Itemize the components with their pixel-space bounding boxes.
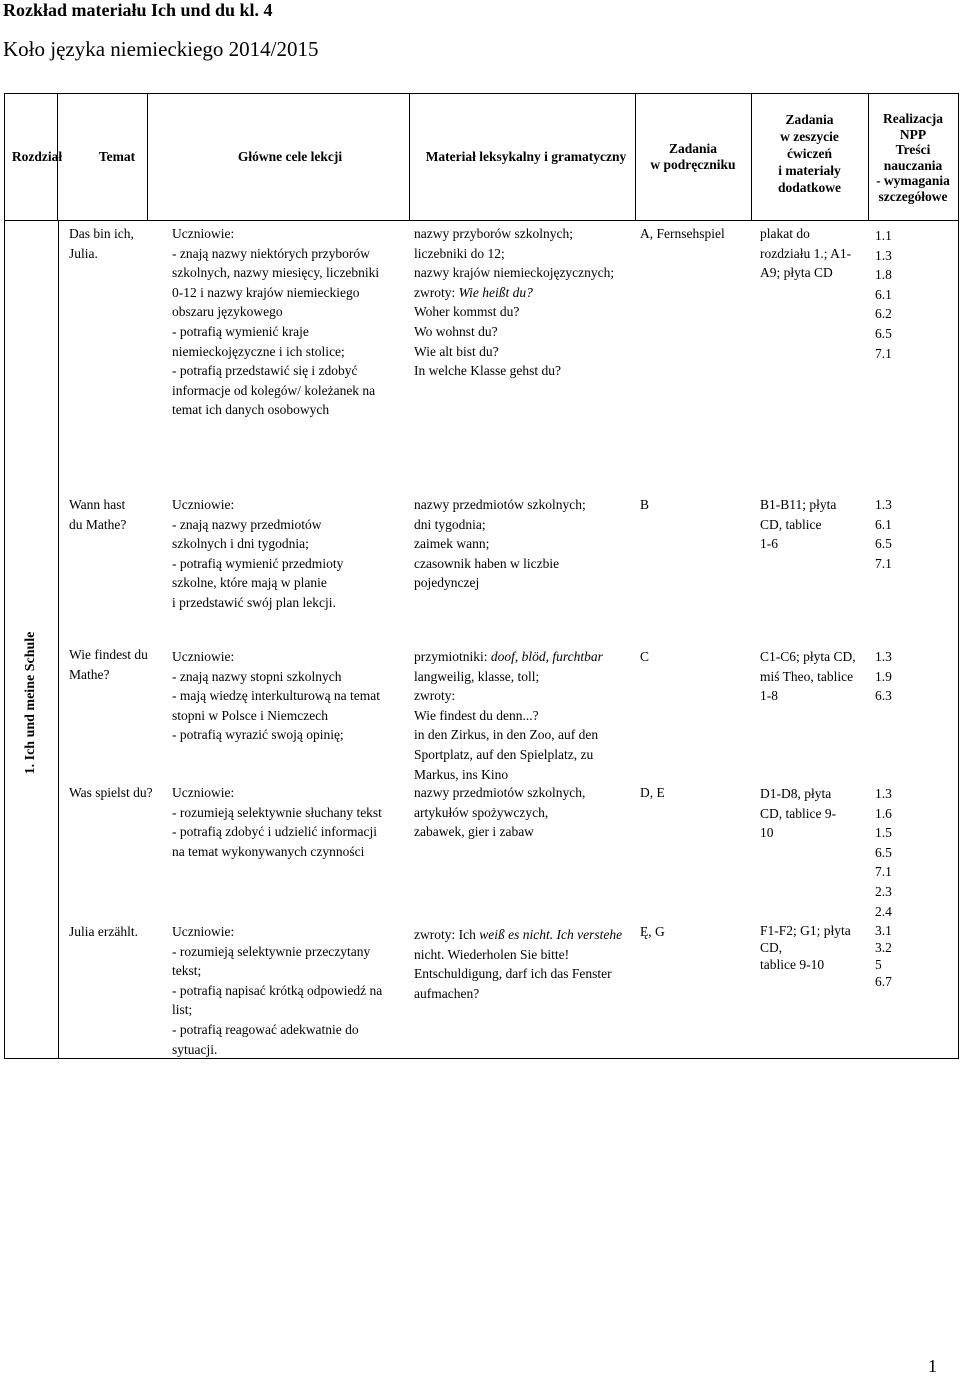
- italic-phrase: weiß es nicht. Ich verstehe: [479, 927, 623, 942]
- text-line: rozdziału 1.; A1-: [760, 245, 852, 261]
- text-line: D1-D8, płyta: [760, 786, 832, 801]
- text-line: Mathe?: [69, 666, 110, 682]
- text-line: langweilig, klasse, toll;: [414, 668, 540, 684]
- text-line: zwroty:: [414, 688, 456, 704]
- text-line: [414, 283, 614, 303]
- text-line: 10: [760, 825, 774, 841]
- text-line: Uczniowie:: [172, 497, 235, 512]
- text-line: [414, 647, 603, 667]
- text-line: 7.1: [875, 555, 892, 571]
- text-line: szkolnych, nazwy miesięcy, liczebniki: [172, 265, 380, 281]
- row3-realizacja: [875, 647, 892, 706]
- text-line: czasownik haben w liczbie: [414, 555, 560, 571]
- text-line: Wo wohnst du?: [414, 323, 498, 339]
- row1-material: [414, 224, 614, 381]
- text-line: 3.1: [875, 923, 892, 938]
- text-line: du Mathe?: [69, 516, 127, 532]
- text-line: artykułów spożywczych,: [414, 804, 549, 820]
- text-line: nazwy krajów niemieckojęzycznych;: [414, 265, 615, 281]
- row2-material: [414, 495, 586, 593]
- text-line: niemieckojęzyczne i ich stolice;: [172, 343, 345, 359]
- text-line: - potrafią wymienić kraje: [172, 323, 309, 339]
- text-line: Wie findest du denn...?: [414, 707, 539, 723]
- text-line: zabawek, gier i zabaw: [414, 824, 534, 840]
- text-line: 1.3: [875, 649, 892, 664]
- text-line: - potrafią wyrazić swoją opinię;: [172, 727, 344, 743]
- text-line: na temat wykonywanych czynności: [172, 843, 365, 859]
- row5-cele: [172, 922, 382, 1059]
- text-line: pojedynczej: [414, 575, 480, 591]
- row1-podrecznik: A, Fernsehspiel: [640, 226, 725, 241]
- text-line: nicht. Wiederholen Sie bitte!: [414, 946, 570, 962]
- row2-realizacja: [875, 495, 892, 573]
- text-fragment: zwroty:: [414, 284, 459, 300]
- text-line: plakat do: [760, 226, 810, 241]
- header-line: - wymagania: [876, 173, 950, 188]
- row1-temat: [69, 224, 134, 263]
- text-line: 6.5: [875, 325, 892, 341]
- text-line: 2.4: [875, 903, 892, 919]
- text-line: 6.5: [875, 844, 892, 860]
- text-line: 1.8: [875, 267, 892, 283]
- row3-podrecznik: C: [640, 649, 650, 664]
- header-zadania-zeszyt: [751, 111, 868, 196]
- text-line: 1.5: [875, 825, 892, 841]
- table-bottom-border: [4, 1058, 959, 1059]
- row5-zeszyt: [760, 922, 851, 973]
- text-line: nazwy przedmiotów szkolnych,: [414, 785, 586, 800]
- text-line: Uczniowie:: [172, 785, 235, 800]
- header-line: Treści: [895, 142, 931, 157]
- text-line: tekst;: [172, 963, 202, 979]
- text-line: tablice 9-10: [760, 957, 825, 972]
- text-line: - znają nazwy przedmiotów: [172, 516, 322, 532]
- text-line: - rozumieją selektywnie słuchany tekst: [172, 804, 382, 820]
- header-temat: Temat: [98, 149, 136, 164]
- text-line: nazwy przedmiotów szkolnych;: [414, 497, 586, 512]
- row2-zeszyt: [760, 495, 836, 554]
- text-line: stopni w Polsce i Niemczech: [172, 707, 328, 723]
- text-line: 6.5: [875, 536, 892, 552]
- text-line: - potrafią napisać krótką odpowiedź na: [172, 982, 383, 998]
- document-subtitle: Koło języka niemieckiego 2014/2015: [3, 37, 319, 61]
- chapter-label-text: 1. Ich und meine Schule: [22, 631, 38, 775]
- header-line: Realizacja: [883, 111, 943, 126]
- document-title: Rozkład materiału Ich und du kl. 4: [3, 0, 273, 20]
- header-zadania-podrecznik: [635, 141, 751, 173]
- row3-cele: [172, 647, 380, 745]
- text-line: 1.6: [875, 805, 892, 821]
- text-line: 1.3: [875, 247, 892, 263]
- row2-temat: [69, 495, 126, 534]
- text-line: 0-12 i nazwy krajów niemieckiego: [172, 284, 360, 300]
- text-line: liczebniki do 12;: [414, 245, 505, 261]
- text-line: Woher kommst du?: [414, 304, 520, 320]
- row4-realizacja: [875, 784, 892, 921]
- row4-cele: [172, 783, 382, 861]
- text-line: - rozumieją selektywnie przeczytany: [172, 943, 371, 959]
- row4-zeszyt: [760, 784, 836, 843]
- header-line: szczegółowe: [878, 188, 948, 204]
- text-line: Wie findest du: [69, 647, 148, 662]
- text-line: szkolne, które mają w planie: [172, 575, 327, 591]
- text-line: - znają nazwy niektórych przyborów: [172, 245, 370, 261]
- header-line: Zadania: [668, 141, 718, 156]
- text-line: Sportplatz, auf den Spielplatz, zu: [414, 746, 594, 762]
- text-line: Uczniowie:: [172, 226, 235, 241]
- text-line: - potrafią reagować adekwatnie do: [172, 1021, 359, 1037]
- text-line: in den Zirkus, in den Zoo, auf den: [414, 727, 599, 743]
- text-line: 6.3: [875, 688, 892, 704]
- header-line: Zadania: [785, 112, 834, 127]
- header-line: w zeszycie: [780, 129, 839, 144]
- text-line: CD, tablice 9-: [760, 805, 837, 821]
- text-line: Uczniowie:: [172, 649, 235, 664]
- text-line: 7.1: [875, 864, 892, 880]
- text-line: 1-6: [760, 536, 778, 552]
- text-line: miś Theo, tablice: [760, 668, 854, 684]
- text-line: C1-C6; płyta CD,: [760, 649, 856, 664]
- text-line: 7.1: [875, 345, 892, 361]
- table-right-border: [958, 93, 959, 1058]
- header-realizacja: [868, 111, 958, 204]
- text-line: 3.2: [875, 940, 892, 955]
- text-line: In welche Klasse gehst du?: [414, 363, 561, 379]
- text-line: aufmachen?: [414, 985, 480, 1001]
- page-number: 1: [928, 1356, 937, 1376]
- text-line: szkolnych i dni tygodnia;: [172, 536, 309, 552]
- text-fragment: przymiotniki:: [414, 649, 491, 664]
- chapter-label: [4, 617, 57, 789]
- row5-podrecznik: Ę, G: [640, 924, 665, 939]
- row1-realizacja: [875, 226, 892, 363]
- header-bottom-border: [4, 220, 959, 221]
- text-line: obszaru językowego: [172, 304, 283, 320]
- header-glowne-cele: Główne cele lekcji: [237, 149, 343, 164]
- text-line: 6.2: [875, 306, 892, 322]
- text-line: nazwy przyborów szkolnych;: [414, 226, 573, 241]
- header-line: dodatkowe: [777, 180, 841, 195]
- text-line: temat ich danych osobowych: [172, 402, 330, 418]
- text-line: 1.1: [875, 228, 892, 243]
- text-line: 2.3: [875, 883, 892, 899]
- header-line: w podręczniku: [650, 157, 736, 172]
- text-line: [414, 925, 622, 945]
- row4-material: [414, 783, 585, 842]
- text-line: informacje od kolegów/ koleżanek na: [172, 382, 376, 398]
- text-line: CD, tablice: [760, 516, 822, 532]
- text-line: zaimek wann;: [414, 536, 490, 552]
- text-line: Uczniowie:: [172, 924, 235, 939]
- text-fragment: zwroty: Ich: [414, 927, 480, 942]
- italic-phrase: Wie heißt du?: [458, 284, 533, 300]
- text-line: dni tygodnia;: [414, 516, 486, 532]
- table-left-border: [4, 93, 5, 1058]
- text-line: list;: [172, 1002, 193, 1018]
- header-material: Materiał leksykalny i gramatyczny: [425, 149, 627, 164]
- text-line: Das bin ich,: [69, 226, 134, 241]
- header-line: i materiały: [778, 163, 841, 178]
- text-line: Julia.: [69, 245, 98, 261]
- text-line: Entschuldigung, darf ich das Fenster: [414, 966, 612, 982]
- text-line: Wann hast: [69, 497, 126, 512]
- header-rozdzial: Rozdział: [11, 149, 63, 164]
- text-line: - potrafią wymienić przedmioty: [172, 555, 344, 571]
- italic-phrase: doof, blöd, furchtbar: [490, 649, 603, 664]
- text-line: sytuacji.: [172, 1041, 218, 1057]
- text-line: B1-B11; płyta: [760, 497, 837, 512]
- row4-temat: Was spielst du?: [69, 785, 153, 800]
- row2-podrecznik: B: [640, 497, 650, 512]
- text-line: F1-F2; G1; płyta: [760, 923, 851, 938]
- text-line: Markus, ins Kino: [414, 766, 509, 782]
- text-line: - znają nazwy stopni szkolnych: [172, 668, 342, 684]
- chapter-column-divider: [58, 220, 59, 1058]
- row3-zeszyt: [760, 647, 856, 706]
- text-line: 6.7: [875, 974, 892, 989]
- header-line: nauczania: [883, 157, 943, 173]
- row1-zeszyt: [760, 224, 851, 283]
- text-line: - potrafią przedstawić się i zdobyć: [172, 363, 358, 379]
- text-line: 1.3: [875, 786, 892, 801]
- row5-temat: Julia erzählt.: [69, 924, 138, 939]
- text-line: i przedstawić swój plan lekcji.: [172, 594, 336, 610]
- row1-cele: [172, 224, 379, 420]
- row2-cele: [172, 495, 343, 613]
- row3-material: [414, 647, 603, 784]
- row5-realizacja: [875, 922, 892, 990]
- text-line: 6.1: [875, 286, 892, 302]
- row4-podrecznik: D, E: [640, 785, 665, 800]
- text-line: - potrafią zdobyć i udzielić informacji: [172, 824, 378, 840]
- text-line: CD,: [760, 940, 783, 955]
- row5-material: [414, 925, 622, 1003]
- text-line: Wie alt bist du?: [414, 343, 499, 359]
- text-line: A9; płyta CD: [760, 265, 833, 281]
- text-line: - mają wiedzę interkulturową na temat: [172, 688, 381, 704]
- header-line: ćwiczeń: [787, 146, 832, 161]
- row3-temat: [69, 645, 148, 684]
- text-line: 1.3: [875, 497, 892, 512]
- text-line: 1-8: [760, 688, 778, 704]
- text-line: 5: [875, 957, 882, 972]
- header-line: NPP: [899, 126, 927, 142]
- text-line: 1.9: [875, 668, 892, 684]
- text-line: 6.1: [875, 516, 892, 532]
